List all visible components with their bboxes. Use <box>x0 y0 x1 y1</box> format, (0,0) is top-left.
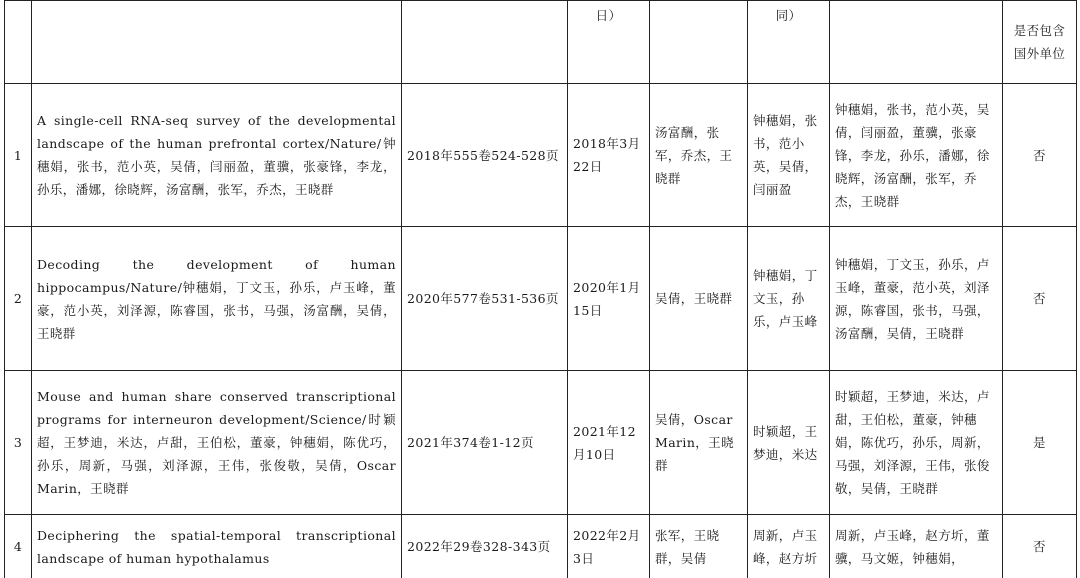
foreign-unit: 否 <box>1003 227 1077 371</box>
table-row <box>5 371 1077 515</box>
header-cell <box>650 1 748 84</box>
first-authors: 时颖超，王梦迪，米达 <box>748 371 830 515</box>
paper-title-authors: Decoding the development of human hippocampus/Nature/钟穗娟，丁文玉，孙乐，卢玉峰，董豪，范小英，刘泽源，陈睿国，张书，马强，汤富酬，吴倩，王晓群 <box>32 227 402 371</box>
header-cell-first-author: 同） <box>748 1 830 84</box>
all-authors: 钟穗娟，张书，范小英，吴倩，闫丽盈，董骥，张豪锋，李龙，孙乐，潘娜，徐晓辉，汤富酬，张军，乔杰，王晓群 <box>830 84 1003 227</box>
row-index: 2 <box>5 227 32 371</box>
corresponding-authors: 吴倩，王晓群 <box>650 227 748 371</box>
publication-info: 2022年29卷328-343页 <box>402 515 568 578</box>
header-cell <box>830 1 1003 84</box>
paper-title-authors: Mouse and human share conserved transcriptional programs for interneuron development/Science/时颖超，王梦迪，米达，卢甜，王伯松，董豪，钟穗娟，陈优巧，孙乐，周新，马强，刘泽源，王伟，张俊敬，吴倩，Oscar Marin，王晓群 <box>32 371 402 515</box>
row-index: 3 <box>5 371 32 515</box>
publication-info: 2020年577卷531-536页 <box>402 227 568 371</box>
corresponding-authors: 汤富酬，张军，乔杰，王晓群 <box>650 84 748 227</box>
publication-info: 2021年374卷1-12页 <box>402 371 568 515</box>
foreign-unit: 否 <box>1003 84 1077 227</box>
publication-date: 2021年12月10日 <box>568 371 650 515</box>
first-authors: 钟穗娟，张书，范小英，吴倩，闫丽盈 <box>748 84 830 227</box>
foreign-unit: 是 <box>1003 371 1077 515</box>
corresponding-authors: 张军，王晓群，吴倩 <box>650 515 748 578</box>
table-header-row <box>5 1 1077 84</box>
first-authors: 钟穗娟，丁文玉，孙乐，卢玉峰 <box>748 227 830 371</box>
paper-title-authors: Deciphering the spatial-temporal transcriptional landscape of human hypothalamus <box>32 515 402 578</box>
header-cell-foreign: 是否包含国外单位 <box>1003 1 1077 84</box>
all-authors: 周新，卢玉峰，赵方圻，董骥，马文姬，钟穗娟， <box>830 515 1003 578</box>
table-row <box>5 227 1077 371</box>
publication-date: 2022年2月3日 <box>568 515 650 578</box>
all-authors: 钟穗娟，丁文玉，孙乐，卢玉峰，董豪，范小英，刘泽源，陈睿国，张书，马强，汤富酬，吴倩，王晓群 <box>830 227 1003 371</box>
foreign-unit: 否 <box>1003 515 1077 578</box>
table-row <box>5 515 1077 578</box>
corresponding-authors: 吴倩，Oscar Marin，王晓群 <box>650 371 748 515</box>
all-authors: 时颖超，王梦迪，米达，卢甜，王伯松，董豪，钟穗娟，陈优巧，孙乐，周新，马强，刘泽源，王伟，张俊敬，吴倩，王晓群 <box>830 371 1003 515</box>
table-row <box>5 84 1077 227</box>
row-index: 4 <box>5 515 32 578</box>
header-cell <box>32 1 402 84</box>
header-cell-date: 日） <box>568 1 650 84</box>
header-cell <box>5 1 32 84</box>
publication-date: 2018年3月22日 <box>568 84 650 227</box>
row-index: 1 <box>5 84 32 227</box>
achievement-table <box>4 0 1077 578</box>
paper-title-authors: A single-cell RNA-seq survey of the developmental landscape of the human prefrontal cortex/Nature/钟穗娟，张书，范小英，吴倩，闫丽盈，董骥，张豪锋，李龙，孙乐，潘娜，徐晓辉，汤富酬，张军，乔杰，王晓群 <box>32 84 402 227</box>
first-authors: 周新，卢玉峰，赵方圻 <box>748 515 830 578</box>
header-cell <box>402 1 568 84</box>
publication-info: 2018年555卷524-528页 <box>402 84 568 227</box>
publication-date: 2020年1月15日 <box>568 227 650 371</box>
